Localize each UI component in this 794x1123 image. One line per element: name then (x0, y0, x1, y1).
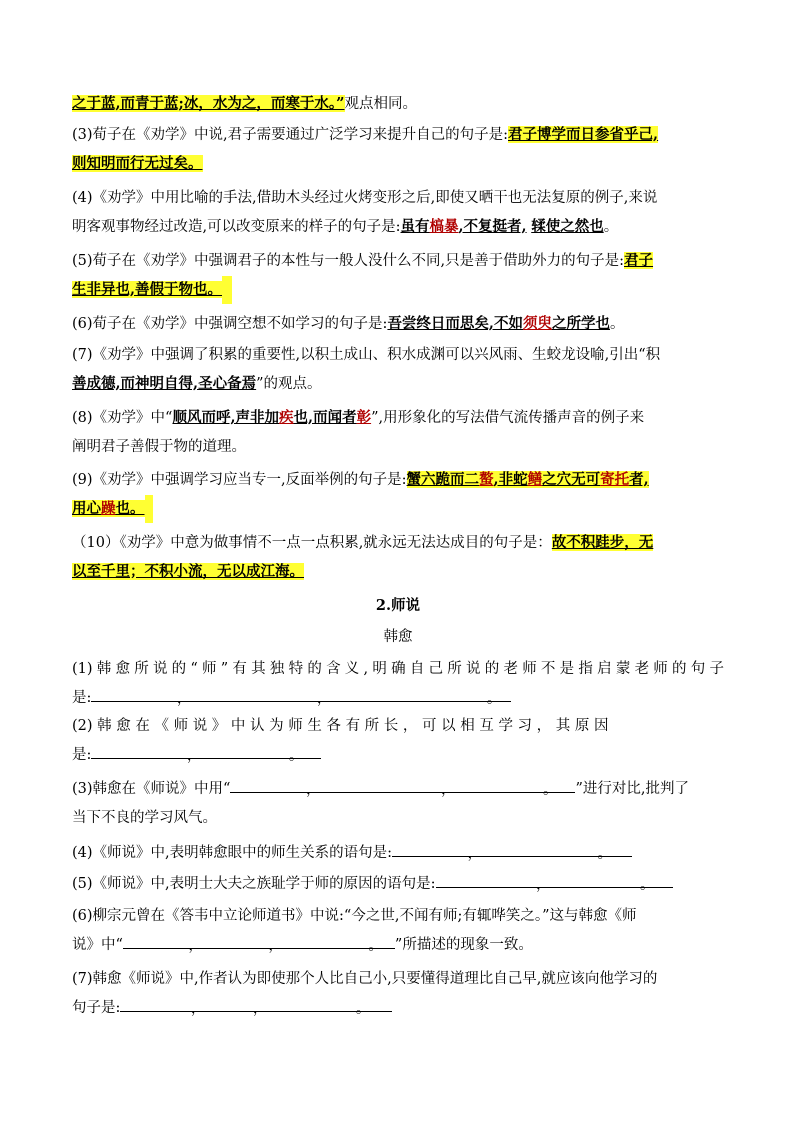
question-text: 明客观事物经过改造,可以改变原来的样子的句子是: (72, 218, 401, 235)
fill-question-7 (72, 965, 724, 1022)
question-text: (3)荀子在《劝学》中说,君子需要通过广泛学习来提升自己的句子是: (72, 127, 509, 143)
question-text: ”进行对比,批判了 (575, 781, 689, 797)
fill-question-3 (72, 775, 724, 832)
answer-keyword: 疾 (279, 409, 294, 426)
question-text: 是: (72, 689, 92, 706)
answer-keyword: 槁暴 (429, 217, 459, 235)
answer-text: 蟹六跪而二 (406, 471, 480, 488)
answer-text: 者, (629, 471, 649, 488)
answer-text: 也。 (115, 499, 145, 517)
question-8 (72, 404, 724, 461)
question-text: (2) 韩 愈 在 《 师 说 》 中 认 为 师 生 各 有 所 长 ， 可 以 相 互 学 习 ， 其 原 因 (72, 718, 609, 734)
fill-question-6 (72, 902, 724, 959)
answer-blank[interactable]: ， (123, 932, 203, 949)
question-5 (72, 247, 724, 304)
answer-text: 𫐓使之然也 (531, 217, 604, 235)
answer-text: 吾尝终日而思矣,不如 (387, 315, 523, 332)
answer-blank[interactable]: ， (436, 871, 551, 888)
question-text: (4)《师说》中,表明韩愈眼中的师生关系的语句是: (72, 845, 393, 861)
question-4 (72, 184, 724, 241)
question-text: (9)《劝学》中强调学习应当专一,反面举例的句子是: (72, 472, 407, 488)
question-6 (72, 310, 724, 339)
answer-blank[interactable]: ， (120, 995, 205, 1012)
question-text: 当下不良的学习风气。 (72, 809, 217, 826)
fill-question-2 (72, 712, 724, 769)
answer-text: 则知明而行无过矣。 (72, 154, 203, 172)
question-text: (5)荀子在《劝学》中强调君子的本性与一般人没什么不同,只是善于借助外力的句子是: (72, 253, 625, 269)
question-text: (1)韩愈所说的“师”有其独特的含义,明确自己所说的老师不是指启蒙老师的句子 (72, 661, 724, 677)
answer-blank[interactable]: ， (230, 776, 320, 793)
answer-blank[interactable]: ， (392, 840, 482, 857)
answer-text: 之穴无可 (542, 471, 601, 488)
answer-keyword: 螯 (479, 471, 494, 488)
question-text: (4)《劝学》中用比喻的手法,借助木头经过火烤变形之后,即使又晒干也无法复原的例子,来说 (72, 190, 658, 206)
fill-question-1 (72, 655, 724, 712)
question-text: (7)韩愈《师说》中,作者认为即使那个人比自己小,只要懂得道理比自己早,就应该向他学习的 (72, 971, 658, 987)
question-text: (7)《劝学》中强调了积累的重要性,以积土成山、积水成渊可以兴风雨、生蛟龙设喻,引出“积 (72, 347, 661, 363)
question-10 (72, 529, 724, 586)
answer-text: 虽有 (400, 217, 430, 235)
answer-blank[interactable]: 。 (201, 742, 321, 759)
answer-text: 也,而闻者 (293, 409, 357, 426)
answer-blank[interactable]: 。 (551, 871, 673, 888)
answer-text: 以至千里；不积小流，无以成江海。 (72, 562, 304, 580)
answer-text: 善成德,而神明自得,圣心备焉 (72, 374, 257, 392)
punctuation: 。 (610, 316, 625, 332)
question-text: 说》中“ (72, 936, 123, 953)
question-text: ”所描述的现象一致。 (394, 936, 533, 953)
question-text: 句子是: (72, 999, 121, 1016)
answer-keyword: 寄托 (600, 471, 630, 488)
answer-text: 故不积跬步，无 (551, 534, 654, 551)
answer-text: ,不复挺者, (458, 217, 527, 235)
answer-blank[interactable]: 。 (331, 685, 511, 702)
question-text: (6)柳宗元曾在《答韦中立论师道书》中说:“今之世,不闻有师;有辄哗笑之。”这与韩愈《师 (72, 908, 637, 924)
answer-blank[interactable]: 。 (482, 840, 632, 857)
answer-text: 之于蓝,而青于蓝;冰，水为之，而寒于水。” (72, 95, 345, 112)
question-text: （10）《劝学》中意为做事情不一点一点积累,就永远无法达成目的句子是： (72, 535, 552, 551)
answer-text: 君子 (624, 252, 654, 269)
answer-text: 君子博学而日参省乎己, (508, 126, 659, 143)
answer-keyword: 鳝 (527, 471, 543, 488)
question-3 (72, 121, 724, 178)
fill-question-4 (72, 839, 724, 868)
answer-blank[interactable]: ， (91, 685, 191, 702)
punctuation: 。 (603, 218, 619, 235)
answer-text: 用心 (72, 499, 101, 517)
question-prev-continuation (72, 90, 724, 119)
answer-text: 之所学也 (552, 315, 610, 332)
question-7 (72, 341, 724, 398)
question-text: (8)《劝学》中“ (72, 410, 173, 426)
question-text: 阐明君子善假于物的道理。 (72, 438, 246, 455)
answer-blank[interactable]: ， (320, 776, 455, 793)
question-9 (72, 466, 724, 523)
question-text: (6)荀子在《劝学》中强调空想不如学习的句子是: (72, 316, 388, 332)
answer-keyword: 躁 (101, 499, 116, 517)
answer-blank[interactable]: 。 (455, 776, 575, 793)
answer-blank[interactable]: 。 (267, 995, 392, 1012)
answer-keyword: 彰 (356, 409, 372, 426)
answer-text: 生非异也,善假于物也。 (72, 280, 223, 298)
answer-blank[interactable]: ， (91, 742, 201, 759)
answer-blank[interactable]: ， (203, 932, 283, 949)
answer-blank[interactable]: 。 (283, 932, 395, 949)
question-text: (5)《师说》中,表明士大夫之族耻学于师的原因的语句是: (72, 876, 436, 892)
question-text: 观点相同。 (344, 96, 417, 112)
answer-text: ,非蛇 (493, 471, 528, 488)
question-text: (3)韩愈在《师说》中用“ (72, 781, 231, 797)
answer-blank[interactable]: ， (205, 995, 267, 1012)
fill-question-5 (72, 870, 724, 899)
answer-blank[interactable]: ， (191, 685, 331, 702)
question-text: ”,用形象化的写法借气流传播声音的例子来 (371, 410, 645, 426)
answer-keyword: 须臾 (523, 315, 552, 332)
question-text: ”的观点。 (256, 375, 322, 392)
section-title: 2.师说 (375, 597, 421, 614)
answer-text: 顺风而呼,声非加 (172, 409, 280, 426)
question-text: 是: (72, 746, 92, 763)
section-author: 韩愈 (383, 629, 413, 645)
